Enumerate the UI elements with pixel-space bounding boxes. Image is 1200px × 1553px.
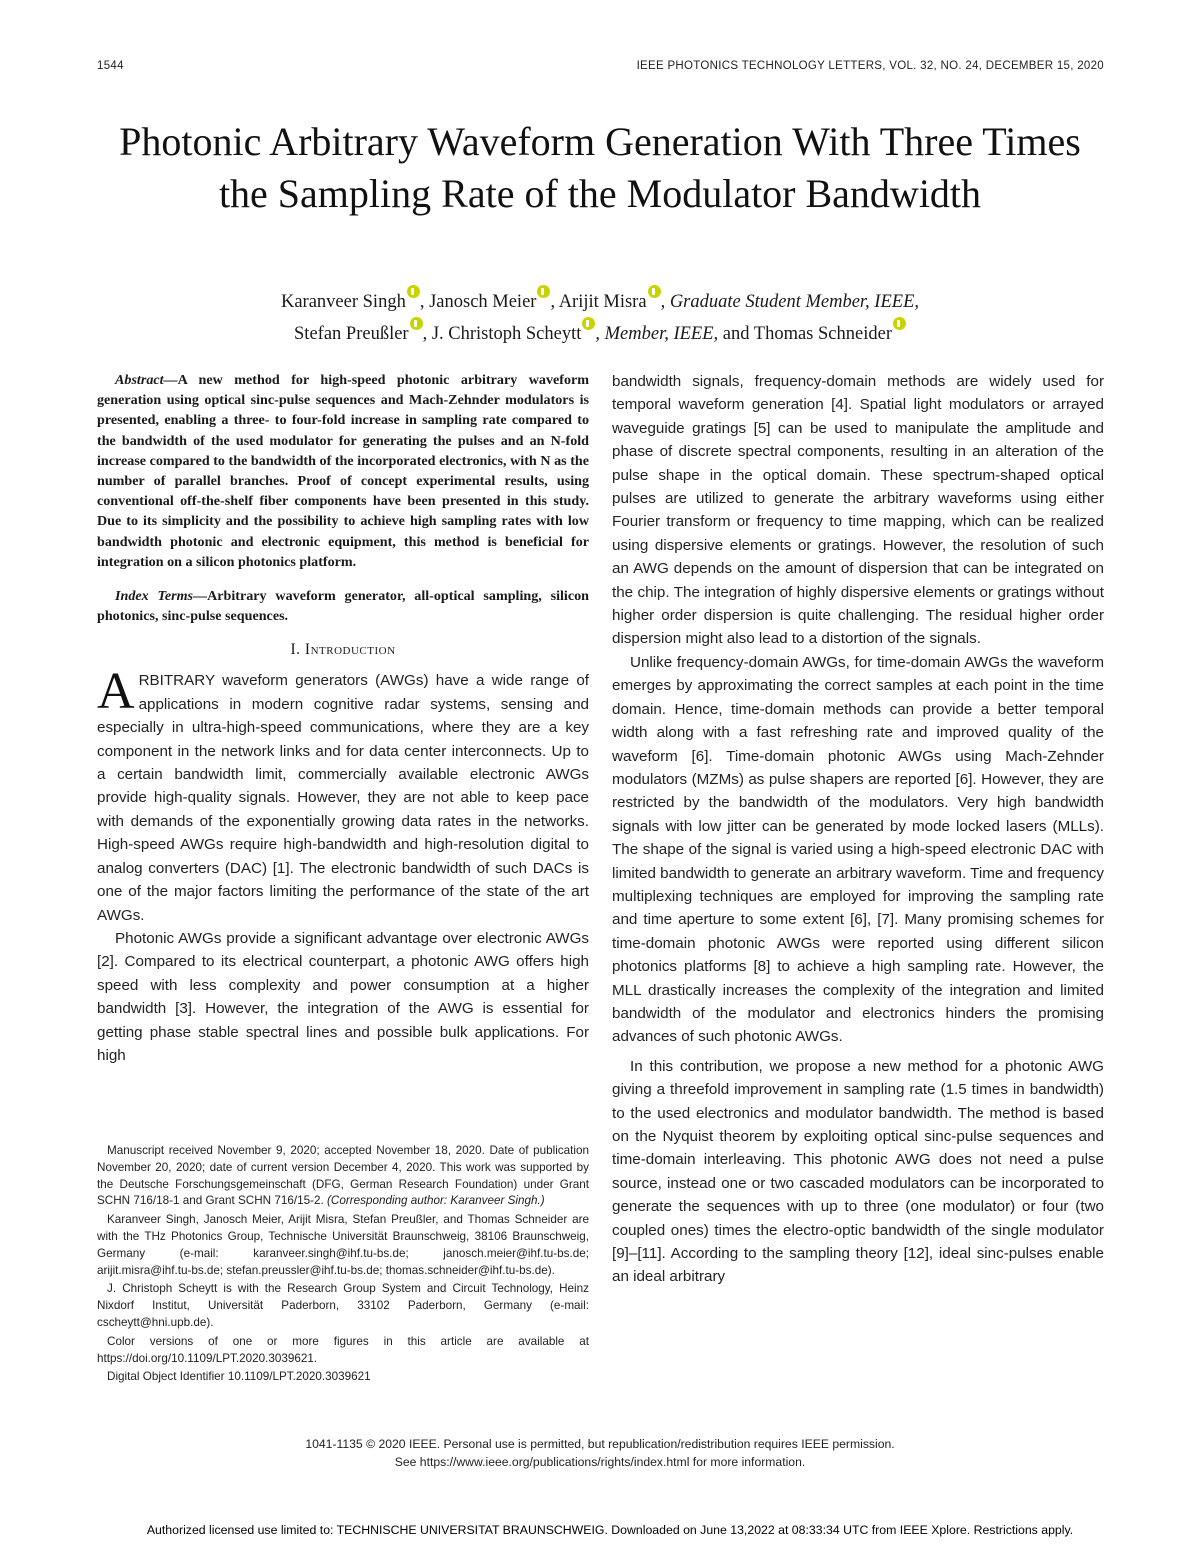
orcid-icon[interactable] [893,317,906,330]
section-title: Introduction [304,641,396,659]
orcid-icon[interactable] [407,285,420,298]
author-name: Janosch Meier [429,292,537,312]
copyright-line-1: 1041-1135 © 2020 IEEE. Personal use is permitted, but republication/redistribution requires IEEE permission. [305,1437,895,1451]
author-name: J. Christoph Scheytt [431,324,582,344]
separator: , [660,292,666,312]
author-role: Member, IEEE, [604,324,719,344]
paragraph-text: waveform generators (AWGs) have a wide range of applications in modern cognitive radar systems, sensing and especially in ultra-high-speed communications, where they are a key component in the network links and for data center interconnects. Up to a certain bandwidth limit, commercially available electronic AWGs provide high-quality signals. However, they are not able to keep pace with demands of the exponentially growing data rates in the networks. High-speed AWGs require high-bandwidth and high-resolution digital to analog converters (DAC) [1]. The electronic bandwidth of such DACs is one of the major factors limiting the performance of the state of the art AWGs. [97,672,589,924]
intro-paragraph-4: Unlike frequency-domain AWGs, for time-domain AWGs the waveform emerges by approximating the correct samples at each point in the time domain. Hence, time-domain methods can provide a better temporal width along with a fast refreshing rate and improved quality of the waveform [6]. Time-domain photonic AWGs using Mach-Zehnder modulators (MZMs) as pulse shapers are reported [6]. However, they are restricted by the bandwidth of the modulators. Very high bandwidth signals with low jitter can be generated by mode locked lasers (MLLs). The shape of the signal is varied using a high-speed electronic DAC with limited bandwidth to generate an arbitrary waveform. Time and frequency multiplexing techniques are employed for improving the sampling rate and time aperture to some extent [6], [7]. Many promising schemes for time-domain photonic AWGs were reported using different silicon photonics platforms [8] to achieve a high sampling rate. However, the MLL drastically increases the complexity of the integration and limited bandwidth of the modulator and electronics hinders the promising advances of such photonic AWGs. [612,653,1104,1046]
index-terms [97,586,589,626]
section-number: I. [290,641,301,659]
lead-word: RBITRARY [138,672,215,690]
index-terms-label: Index Terms— [115,588,208,605]
author-role: Graduate Student Member, IEEE, [669,292,919,312]
footnote-manuscript [97,1143,589,1210]
author-name: Karanveer Singh [280,292,406,312]
section-heading [97,641,589,659]
abstract-label: Abstract— [115,372,178,388]
orcid-icon[interactable] [410,317,423,330]
footnote-affiliation-2: J. Christoph Scheytt is with the Research Group System and Circuit Technology, Heinz Nixdorf Institut, Universität Paderborn, 33102 Paderborn, Germany (e-mail: cscheytt@hni.upb.de). [97,1282,589,1329]
left-column [97,370,589,1067]
intro-paragraph-5: In this contribution, we propose a new method for a photonic AWG giving a threefold improvement in sampling rate (1.5 times in bandwidth) to the used electronics and modulator bandwidth. The method is based on the Nyquist theorem by exploiting optical sinc-pulse sequences and time-domain interleaving. This photonic AWG does not need a pulse source, instead one or two cascaded modulators can be incorporated to generate the sequences with up to three (one modulator) or four (two coupled ones) times the electro-optic bandwidth of the single modulator [9]–[11]. According to the sampling theory [12], ideal sinc-pulses enable an ideal arbitrary [612,1057,1104,1286]
orcid-icon[interactable] [582,317,595,330]
paper-title: Photonic Arbitrary Waveform Generation With Three Times the Sampling Rate of the Modulator Bandwidth [119,119,1081,216]
author-name: Stefan Preußler [294,324,409,344]
abstract-text: A new method for high-speed photonic arbitrary waveform generation using optical sinc-pulse sequences and Mach-Zehnder modulators is presented, enabling a three- to four-fold increase in sampling rate compared to the bandwidth of the used modulator for generating the pulses and an N-fold increase compared to the bandwidth of the incorporated electronics, with N as the number of parallel branches. Proof of concept experimental results, using conventional off-the-shelf fiber components have been presented in this study. Due to its simplicity and the possibility to achieve high sampling rates with low bandwidth photonic and electronic equipment, this method is beneficial for integration on a silicon photonics platform. [97,372,589,570]
abstract [97,370,589,572]
footnote-doi: Digital Object Identifier 10.1109/LPT.2020.3039621 [107,1370,371,1384]
page-number: 1544 [97,60,124,72]
separator: , [595,324,600,344]
drop-cap: A [97,663,135,721]
corresponding-author: (Corresponding author: Karanveer Singh.) [326,1194,545,1208]
intro-paragraph-2: Photonic AWGs provide a significant advantage over electronic AWGs [2]. Compared to its electrical counterpart, a photonic AWG offers high speed with less complexity and power consumption at a higher bandwidth [3]. However, the integration of the AWG is essential for getting phase stable spectral lines and possible bulk applications. For high [97,929,589,1064]
journal-header: IEEE PHOTONICS TECHNOLOGY LETTERS, VOL. 32, NO. 24, DECEMBER 15, 2020 [636,60,1104,72]
separator: , [419,292,425,312]
footnote-affiliation-1: Karanveer Singh, Janosch Meier, Arijit Misra, Stefan Preußler, and Thomas Schneider are with the THz Photonics Group, Technische Universität Braunschweig, 38106 Braunschweig, Germany (e-mail: karanveer.singh@ihf.tu-bs.de; janosch.meier@ihf.tu-bs.de; arijit.misra@ihf.tu-bs.de; stefan.preussler@ihf.tu-bs.de; thomas.schneider@ihf.tu-bs.de). [97,1213,589,1277]
footnotes [97,1143,589,1388]
intro-paragraph-1 [97,663,589,926]
right-column [612,370,1104,1289]
orcid-icon[interactable] [648,285,661,298]
author-name: and Thomas Schneider [722,324,892,344]
author-name: Arijit Misra [558,292,647,312]
intro-paragraph-3: bandwidth signals, frequency-domain methods are widely used for temporal waveform generation [4]. Spatial light modulators or arrayed waveguide gratings [5] can be used to manipulate the amplitude and phase of discrete spectral components, resulting in an alteration of the pulse shape in the optical domain. These spectrum-shaped optical pulses are utilized to generate the arbitrary waveforms using either Fourier transform or frequency to time mapping, which can be realized using dispersive elements or gratings. However, the resolution of such an AWG depends on the amount of dispersion that can be integrated on the chip. The integration of highly dispersive elements or gratings without higher order dispersion is quite challenging. The residual higher order dispersion might also lead to a distortion of the signals. [612,373,1104,648]
separator: , [422,324,428,344]
authorized-use-notice: Authorized licensed use limited to: TECHNISCHE UNIVERSITAT BRAUNSCHWEIG. Downloaded on June 13,2022 at 08:33:34 UTC from IEEE Xplore. Restrictions apply. [146,1523,1074,1537]
author-line-1 [100,285,1100,313]
footnote-color-versions: Color versions of one or more figures in this article are available at https://doi.org/10.1109/LPT.2020.3039621. [97,1334,589,1365]
footnote-text: Manuscript received November 9, 2020; accepted November 18, 2020. Date of publication November 20, 2020; date of current version December 4, 2020. This work was supported by the Deutsche Forschungsgemeinschaft (DFG, German Research Foundation) under Grant SCHN 716/18-1 and Grant SCHN 716/15-2. [97,1144,589,1208]
copyright-line-2: See https://www.ieee.org/publications/rights/index.html for more information. [394,1455,806,1469]
index-terms-text: Arbitrary waveform generator, all-optical sampling, silicon photonics, sinc-pulse sequences. [97,588,589,625]
separator: , [550,292,556,312]
orcid-icon[interactable] [537,285,550,298]
author-line-2 [100,317,1100,345]
